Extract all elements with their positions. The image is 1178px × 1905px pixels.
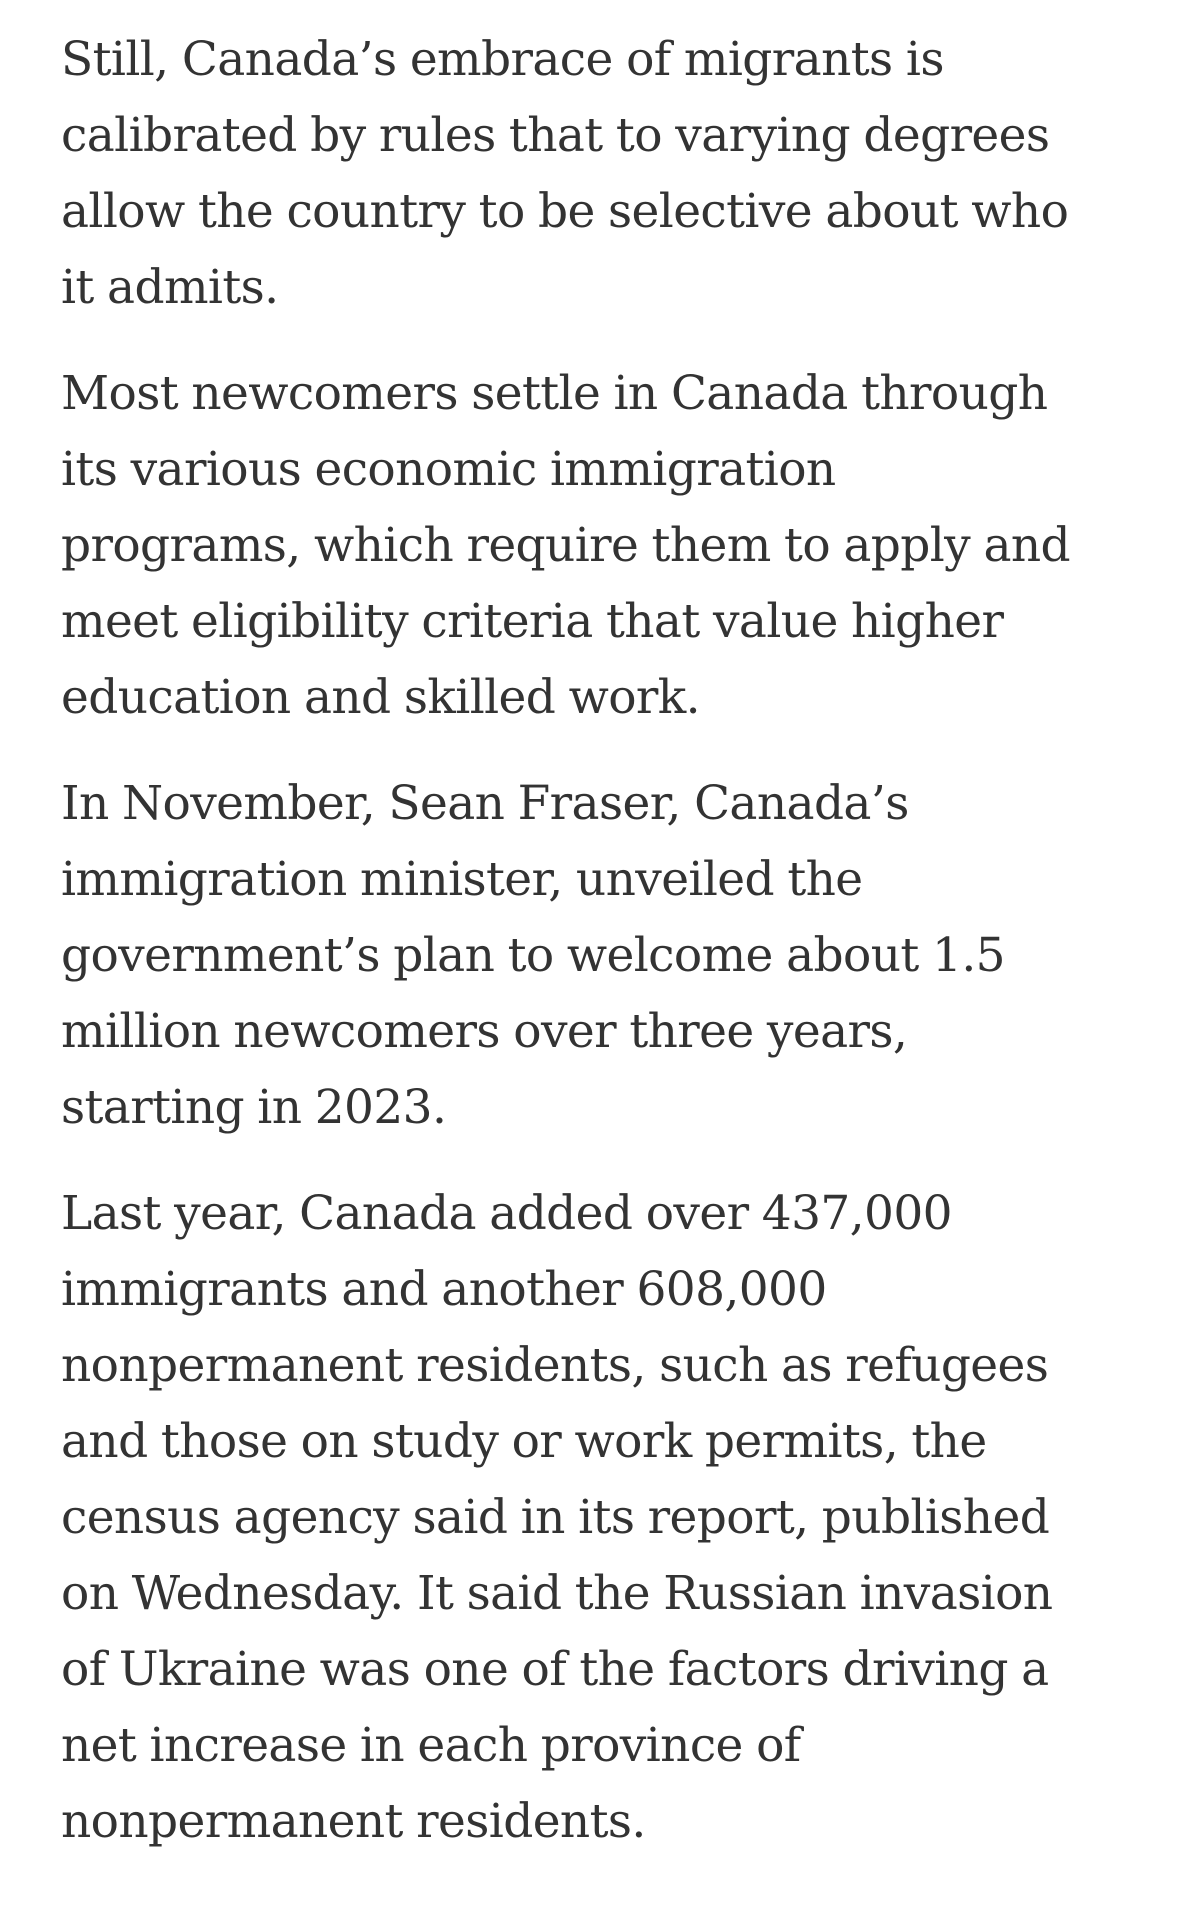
text-line: and those on study or work permits, the	[61, 1414, 987, 1469]
text-line: net increase in each province of	[61, 1718, 801, 1773]
text-line: government’s plan to welcome about 1.5	[61, 928, 1005, 983]
text-line: meet eligibility criteria that value higher	[61, 594, 1004, 649]
text-line: education and skilled work.	[61, 670, 701, 725]
text-line: In November, Sean Fraser, Canada’s	[61, 776, 909, 831]
text-line: calibrated by rules that to varying degrees	[61, 108, 1050, 163]
text-line: immigration minister, unveiled the	[61, 852, 863, 907]
paragraph-economic-programs	[61, 356, 1141, 736]
paragraph-immigration-plan	[61, 766, 1141, 1146]
text-line: starting in 2023.	[61, 1080, 447, 1135]
text-line: Last year, Canada added over 437,000	[61, 1186, 952, 1241]
text-line: its various economic immigration	[61, 442, 836, 497]
text-line: nonpermanent residents.	[61, 1794, 646, 1849]
text-line: immigrants and another 608,000	[61, 1262, 827, 1317]
text-line: it admits.	[61, 260, 279, 315]
article-body	[61, 22, 1141, 1890]
text-line: census agency said in its report, published	[61, 1490, 1050, 1545]
paragraph-canada-selective	[61, 22, 1141, 326]
text-line: on Wednesday. It said the Russian invasion	[61, 1566, 1053, 1621]
text-line: Still, Canada’s embrace of migrants is	[61, 32, 944, 87]
text-line: Most newcomers settle in Canada through	[61, 366, 1048, 421]
text-line: million newcomers over three years,	[61, 1004, 908, 1059]
text-line: nonpermanent residents, such as refugees	[61, 1338, 1049, 1393]
text-line: programs, which require them to apply and	[61, 518, 1071, 573]
paragraph-census-report	[61, 1176, 1141, 1860]
text-line: of Ukraine was one of the factors driving a	[61, 1642, 1049, 1697]
text-line: allow the country to be selective about who	[61, 184, 1069, 239]
